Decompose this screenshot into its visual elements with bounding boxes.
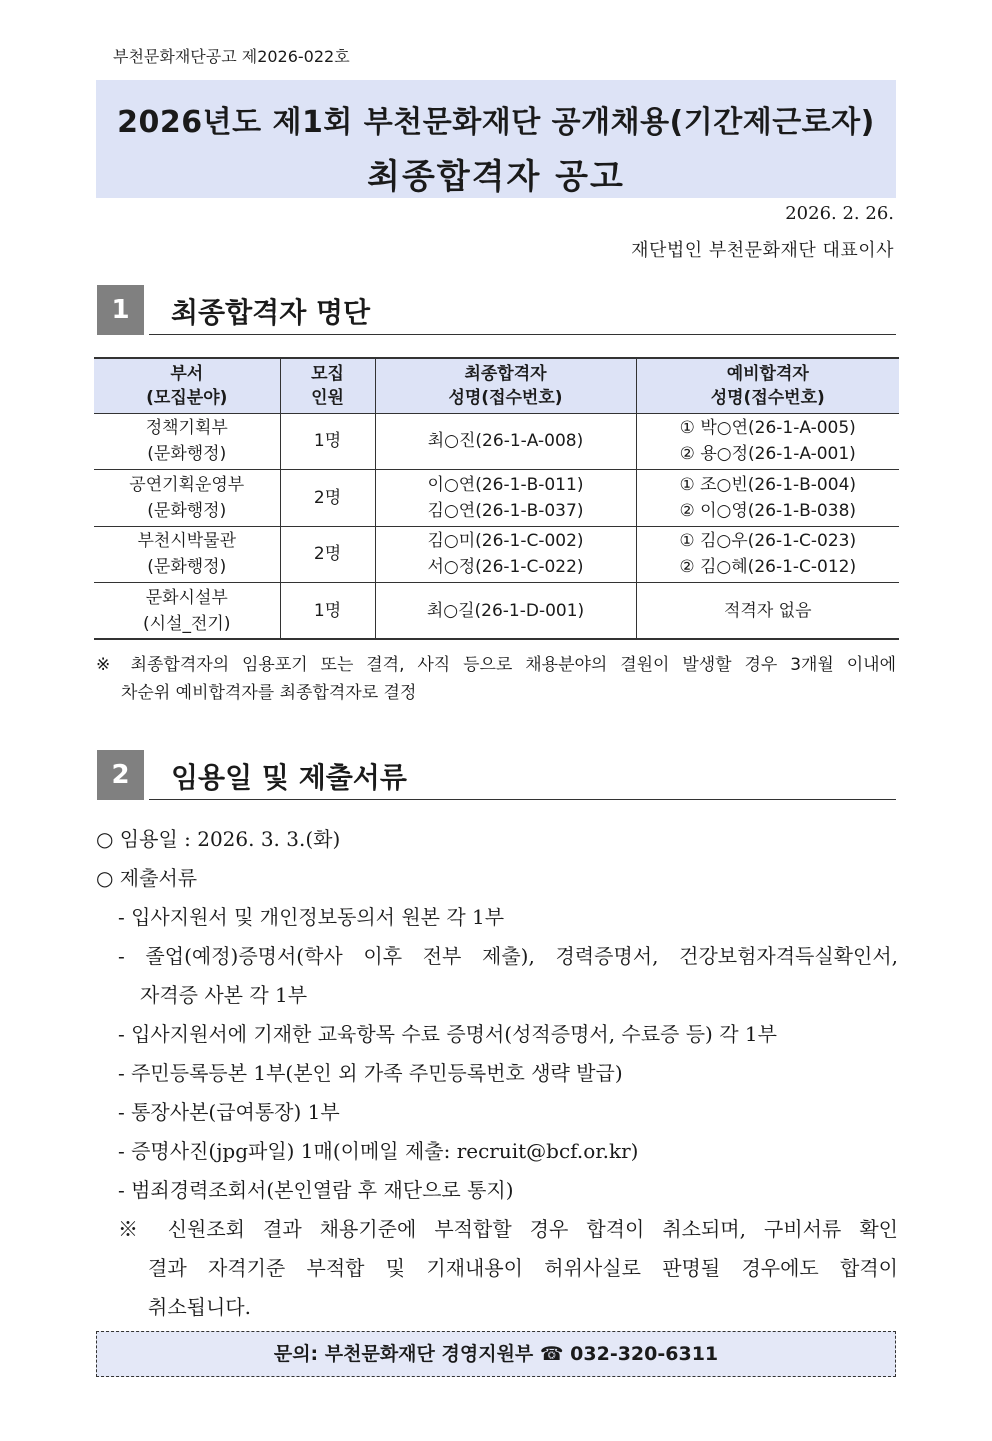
header-dept: 부서 (모집분야) [94,358,280,413]
section-title: 최종합격자 명단 [171,296,371,329]
final-cell: 최○진(26-1-A-008) [375,413,636,470]
dept-cell: 공연기획운영부 (문화행정) [94,470,280,527]
final-candidates-table [94,357,899,640]
count-cell: 2명 [280,526,375,583]
warning-note-continued: 취소됩니다. [148,1295,251,1319]
page-title: 2026년도 제1회 부천문화재단 공개채용(기간제근로자) [117,105,875,140]
section-divider [149,799,896,800]
document-item: - 입사지원서에 기재한 교육항목 수료 증명서(성적증명서, 수료증 등) 각 1부 [118,1022,777,1046]
warning-note: ※ 신원조회 결과 채용기준에 부적합할 경우 합격이 취소되며, 구비서류 확인 [118,1217,898,1241]
table-header-row [94,358,899,413]
document-item: - 졸업(예정)증명서(학사 이후 전부 제출), 경력증명서, 건강보험자격득실확인서, [118,944,898,968]
dept-cell: 부천시박물관 (문화행정) [94,526,280,583]
contact-box: 문의: 부천문화재단 경영지원부 ☎ 032-320-6311 [96,1331,896,1377]
document-item: - 입사지원서 및 개인정보동의서 원본 각 1부 [118,905,505,929]
document-item-continued: 자격증 사본 각 1부 [140,983,308,1007]
final-cell: 이○연(26-1-B-011) 김○연(26-1-B-037) [375,470,636,527]
section-number: 2 [97,750,144,800]
table-row [94,470,899,527]
count-cell: 2명 [280,470,375,527]
section-1-header [97,285,896,335]
reserve-cell: 적격자 없음 [636,583,899,640]
count-cell: 1명 [280,583,375,640]
table-row [94,413,899,470]
note-line: ※ 최종합격자의 임용포기 또는 결격, 사직 등으로 채용분야의 결원이 발생할 경우 3개월 이내에 [96,655,896,675]
section-number: 1 [97,285,144,335]
dept-cell: 정책기획부 (문화행정) [94,413,280,470]
header-count: 모집 인원 [280,358,375,413]
appointment-documents [96,820,898,1327]
reserve-cell: ① 김○우(26-1-C-023) ② 김○혜(26-1-C-012) [636,526,899,583]
reserve-cell: ① 조○빈(26-1-B-004) ② 이○영(26-1-B-038) [636,470,899,527]
header-final: 최종합격자 성명(접수번호) [375,358,636,413]
document-item: - 증명사진(jpg파일) 1매(이메일 제출: recruit@bcf.or.kr) [118,1139,639,1163]
section-divider [149,334,896,335]
notice-number: 부천문화재단공고 제2026-022호 [113,47,350,66]
document-item: - 범죄경력조회서(본인열람 후 재단으로 통지) [118,1178,514,1202]
final-cell: 김○미(26-1-C-002) 서○정(26-1-C-022) [375,526,636,583]
header-reserve: 예비합격자 성명(접수번호) [636,358,899,413]
count-cell: 1명 [280,413,375,470]
appointment-date: ○ 임용일 : 2026. 3. 3.(화) [96,827,341,851]
section-2-header [97,750,896,800]
reserve-note [96,651,896,707]
title-box [96,80,896,198]
note-line: 차순위 예비합격자를 최종합격자로 결정 [121,683,417,703]
table-row [94,583,899,640]
issuer: 재단법인 부천문화재단 대표이사 [631,240,894,261]
dept-cell: 문화시설부 (시설_전기) [94,583,280,640]
announcement-date: 2026. 2. 26. [785,203,894,224]
document-item: - 통장사본(급여통장) 1부 [118,1100,340,1124]
documents-heading: ○ 제출서류 [96,866,198,890]
section-title: 임용일 및 제출서류 [171,761,407,794]
table-row [94,526,899,583]
page-subtitle: 최종합격자 공고 [367,157,625,197]
warning-note-continued: 결과 자격기준 부적합 및 기재내용이 허위사실로 판명될 경우에도 합격이 [148,1256,898,1280]
reserve-cell: ① 박○연(26-1-A-005) ② 용○정(26-1-A-001) [636,413,899,470]
final-cell: 최○길(26-1-D-001) [375,583,636,640]
document-item: - 주민등록등본 1부(본인 외 가족 주민등록번호 생략 발급) [118,1061,623,1085]
